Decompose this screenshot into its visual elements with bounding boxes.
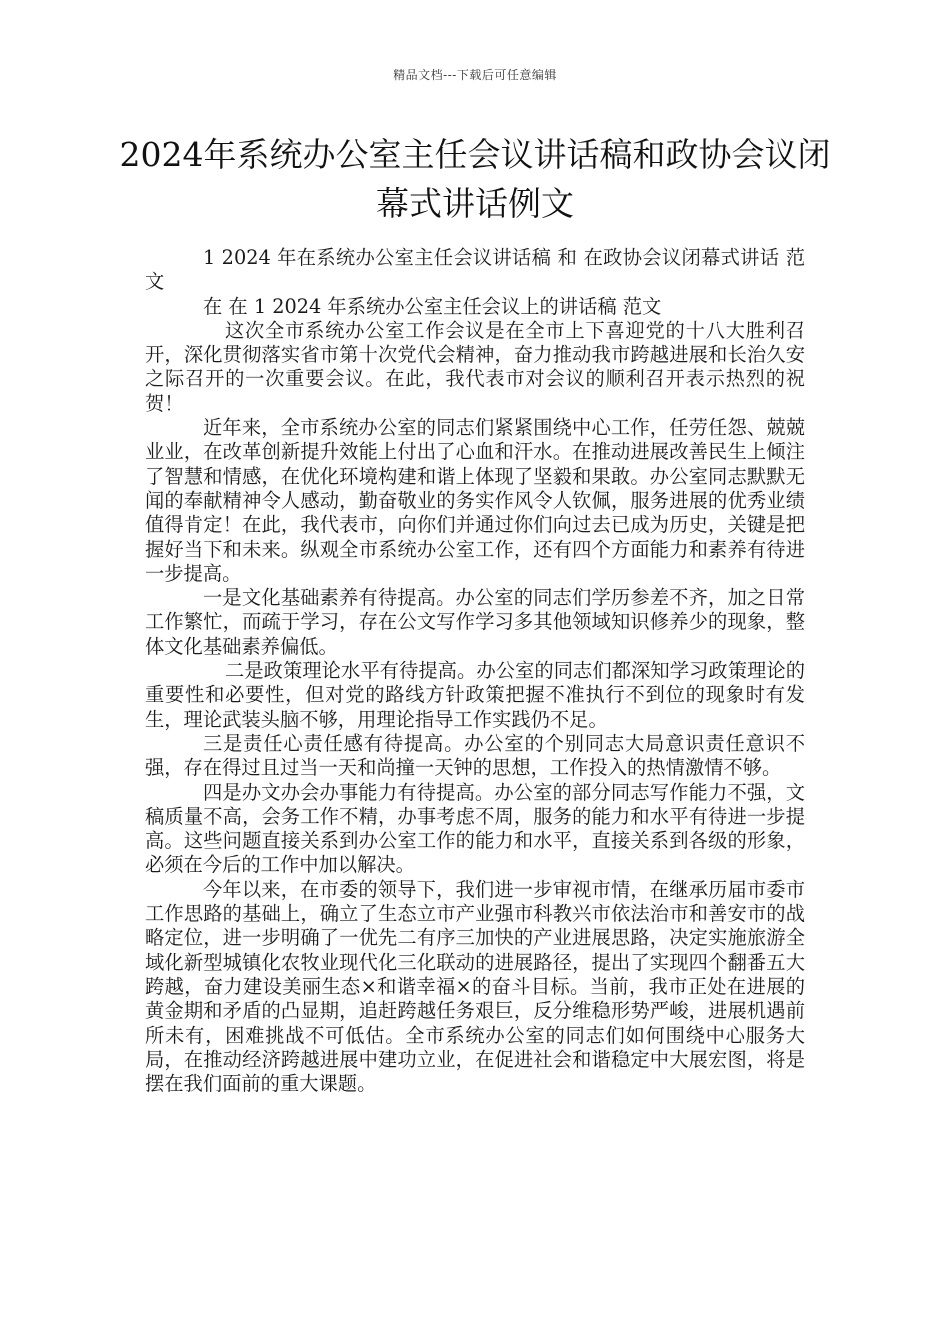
paragraph-opening: 这次全市系统办公室工作会议是在全市上下喜迎党的十八大胜利召开，深化贯彻落实省市第十次党代会精神，奋力推动我市跨越进展和长治久安之际召开的一次重要会议。在此，我代表市对会议的顺利召开表示热烈的祝贺！ (145, 318, 805, 415)
paragraph-recent-years: 近年来，全市系统办公室的同志们紧紧围绕中心工作，任劳任怨、兢兢业业，在改革创新提升效能上付出了心血和汗水。在推动进展改善民生上倾注了智慧和情感，在优化环境构建和谐上体现了坚毅和果敢。办公室同志默默无闻的奉献精神令人感动，勤奋敬业的务实作风令人钦佩，服务进展的优秀业绩值得肯定！在此，我代表市，向你们并通过你们向过去已成为历史，关键是把握好当下和未来。纵观全市系统办公室工作，还有四个方面能力和素养有待进一步提高。 (145, 416, 805, 585)
paragraph-point-one: 一是文化基础素养有待提高。办公室的同志们学历参差不齐，加之日常工作繁忙，而疏于学习，存在公文写作学习多其他领域知识修养少的现象，整体文化基础素养偏低。 (145, 586, 805, 658)
paragraph-this-year: 今年以来，在市委的领导下，我们进一步审视市情，在继承历届市委市工作思路的基础上，确立了生态立市产业强市科教兴市依法治市和善安市的战略定位，进一步明确了一优先二有序三加快的产业进展思路，决定实施旅游全域化新型城镇化农牧业现代化三化联动的进展路径，提出了实现四个翻番五大跨越，奋力建设美丽生态×和谐幸福×的奋斗目标。当前，我市正处在进展的黄金期和矛盾的凸显期，追赶跨越任务艰巨，反分维稳形势严峻，进展机遇前所未有，困难挑战不可低估。全市系统办公室的同志们如何围绕中心服务大局，在推动经济跨越进展中建功立业，在促进社会和谐稳定中大展宏图，将是摆在我们面前的重大课题。 (145, 877, 805, 1096)
document-title: 2024年系统办公室主任会议讲话稿和政协会议闭幕式讲话例文 (119, 135, 831, 223)
paragraph-point-four: 四是办文办会办事能力有待提高。办公室的部分同志写作能力不强，文稿质量不高，会务工作不精，办事考虑不周，服务的能力和水平有待进一步提高。这些问题直接关系到办公室工作的能力和水平，直接关系到各级的形象，必须在今后的工作中加以解决。 (145, 780, 805, 877)
document-body (145, 246, 805, 1096)
document-subtitle: 1 2024 年在系统办公室主任会议讲话稿 和 在政协会议闭幕式讲话 范文 (145, 246, 805, 294)
document-subtitle-secondary: 在 在 1 2024 年系统办公室主任会议上的讲话稿 范文 (203, 294, 662, 318)
paragraph-point-three: 三是责任心责任感有待提高。办公室的个别同志大局意识责任意识不强，存在得过且过当一天和尚撞一天钟的思想，工作投入的热情激情不够。 (145, 731, 805, 780)
page-header-watermark: 精品文档---下载后可任意编辑 (393, 68, 557, 82)
paragraph-point-two: 二是政策理论水平有待提高。办公室的同志们都深知学习政策理论的重要性和必要性，但对党的路线方针政策把握不准执行不到位的现象时有发生，理论武装头脑不够，用理论指导工作实践仍不足。 (145, 659, 805, 731)
